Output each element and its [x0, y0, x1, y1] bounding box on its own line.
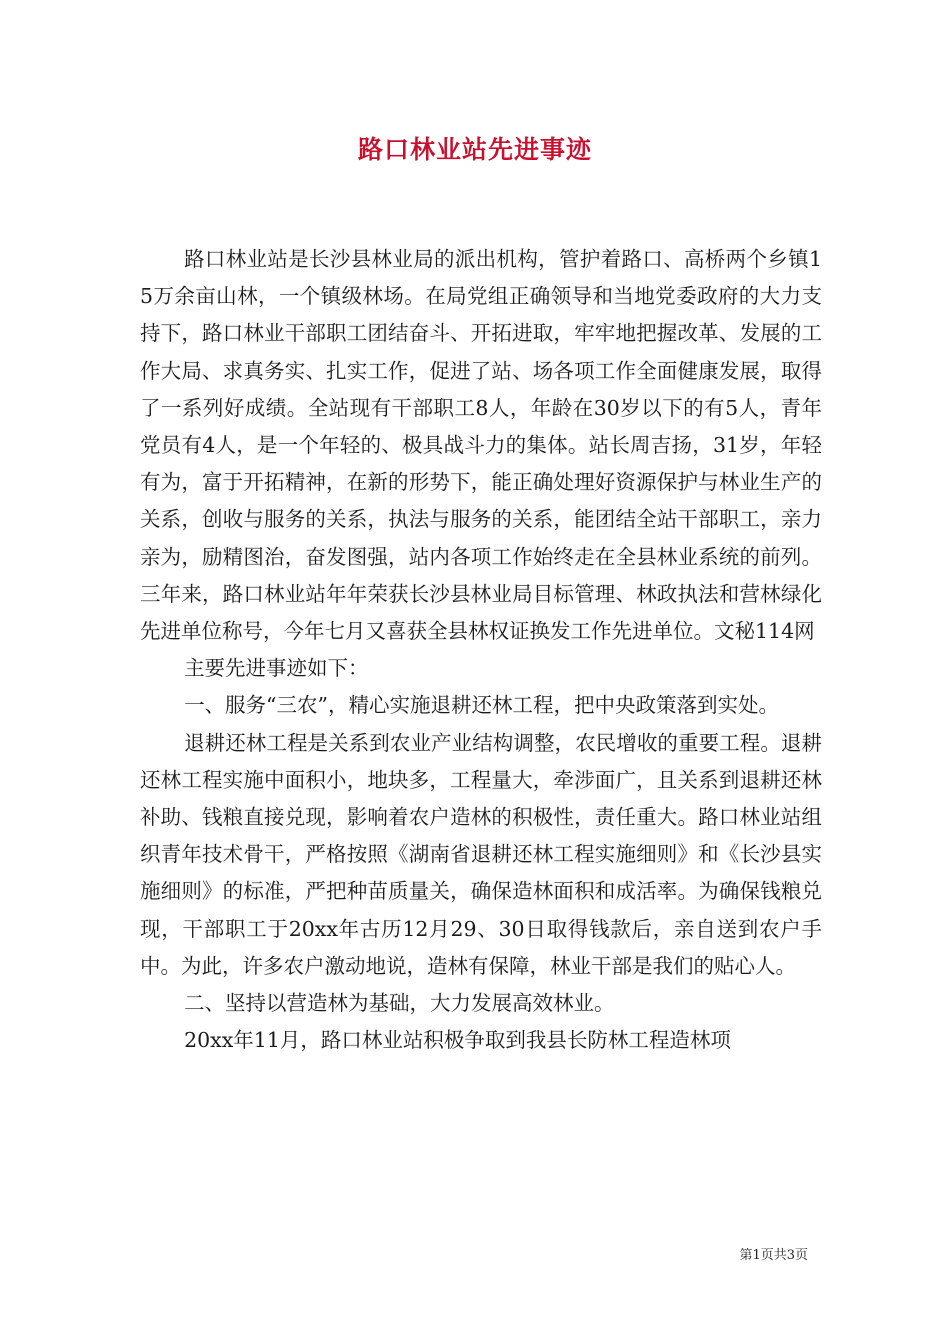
page-number-footer: 第1页共3页	[739, 1248, 808, 1263]
paragraph-section-two-heading: 二、坚持以营造林为基础，大力发展高效林业。	[184, 991, 615, 1016]
paragraph-main-deeds: 主要先进事迹如下：	[184, 656, 369, 681]
paragraph-intro: 路口林业站是长沙县林业局的派出机构，管护着路口、高桥两个乡镇15万余亩山林，一个镇级林场。在局党组正确领导和当地党委政府的大力支持下，路口林业干部职工团结奋斗、开拓进取，牢牢地把握改革、发展的工作大局、求真务实、扎实工作，促进了站、场各项工作全面健康发展，取得了一系列好成绩。全站现有干部职工8人，年龄在30岁以下的有5人，青年党员有4人，是一个年轻的、极具战斗力的集体。站长周吉扬，31岁，年轻有为，富于开拓精神，在新的形势下，能正确处理好资源保护与林业生产的关系，创收与服务的关系，执法与服务的关系，能团结全站干部职工，亲力亲为，励精图治，奋发图强，站内各项工作始终走在全县林业系统的前列。三年来，路口林业站年年荣获长沙县林业局目标管理、林政执法和营林绿化先进单位称号，今年七月又喜获全县林权证换发工作先进单位。文秘114网	[140, 247, 822, 644]
paragraph-section-one-body: 退耕还林工程是关系到农业产业结构调整，农民增收的重要工程。退耕还林工程实施中面积小，地块多，工程量大，牵涉面广，且关系到退耕还林补助、钱粮直接兑现，影响着农户造林的积极性，责任重大。路口林业站组织青年技术骨干，严格按照《湖南省退耕还林工程实施细则》和《长沙县实施细则》的标准，严把种苗质量关，确保造林面积和成活率。为确保钱粮兑现，干部职工于20xx年古历12月29、30日取得钱款后，亲自送到农户手中。为此，许多农户激动地说，造林有保障，林业干部是我们的贴心人。	[140, 730, 822, 978]
paragraph-section-two-body: 20xx年11月，路口林业站积极争取到我县长防林工程造林项	[184, 1028, 731, 1053]
document-title: 路口林业站先进事迹	[357, 135, 592, 164]
paragraph-section-one-heading: 一、服务“三农”，精心实施退耕还林工程，把中央政策落到实处。	[184, 693, 780, 718]
document-body	[140, 241, 822, 1059]
